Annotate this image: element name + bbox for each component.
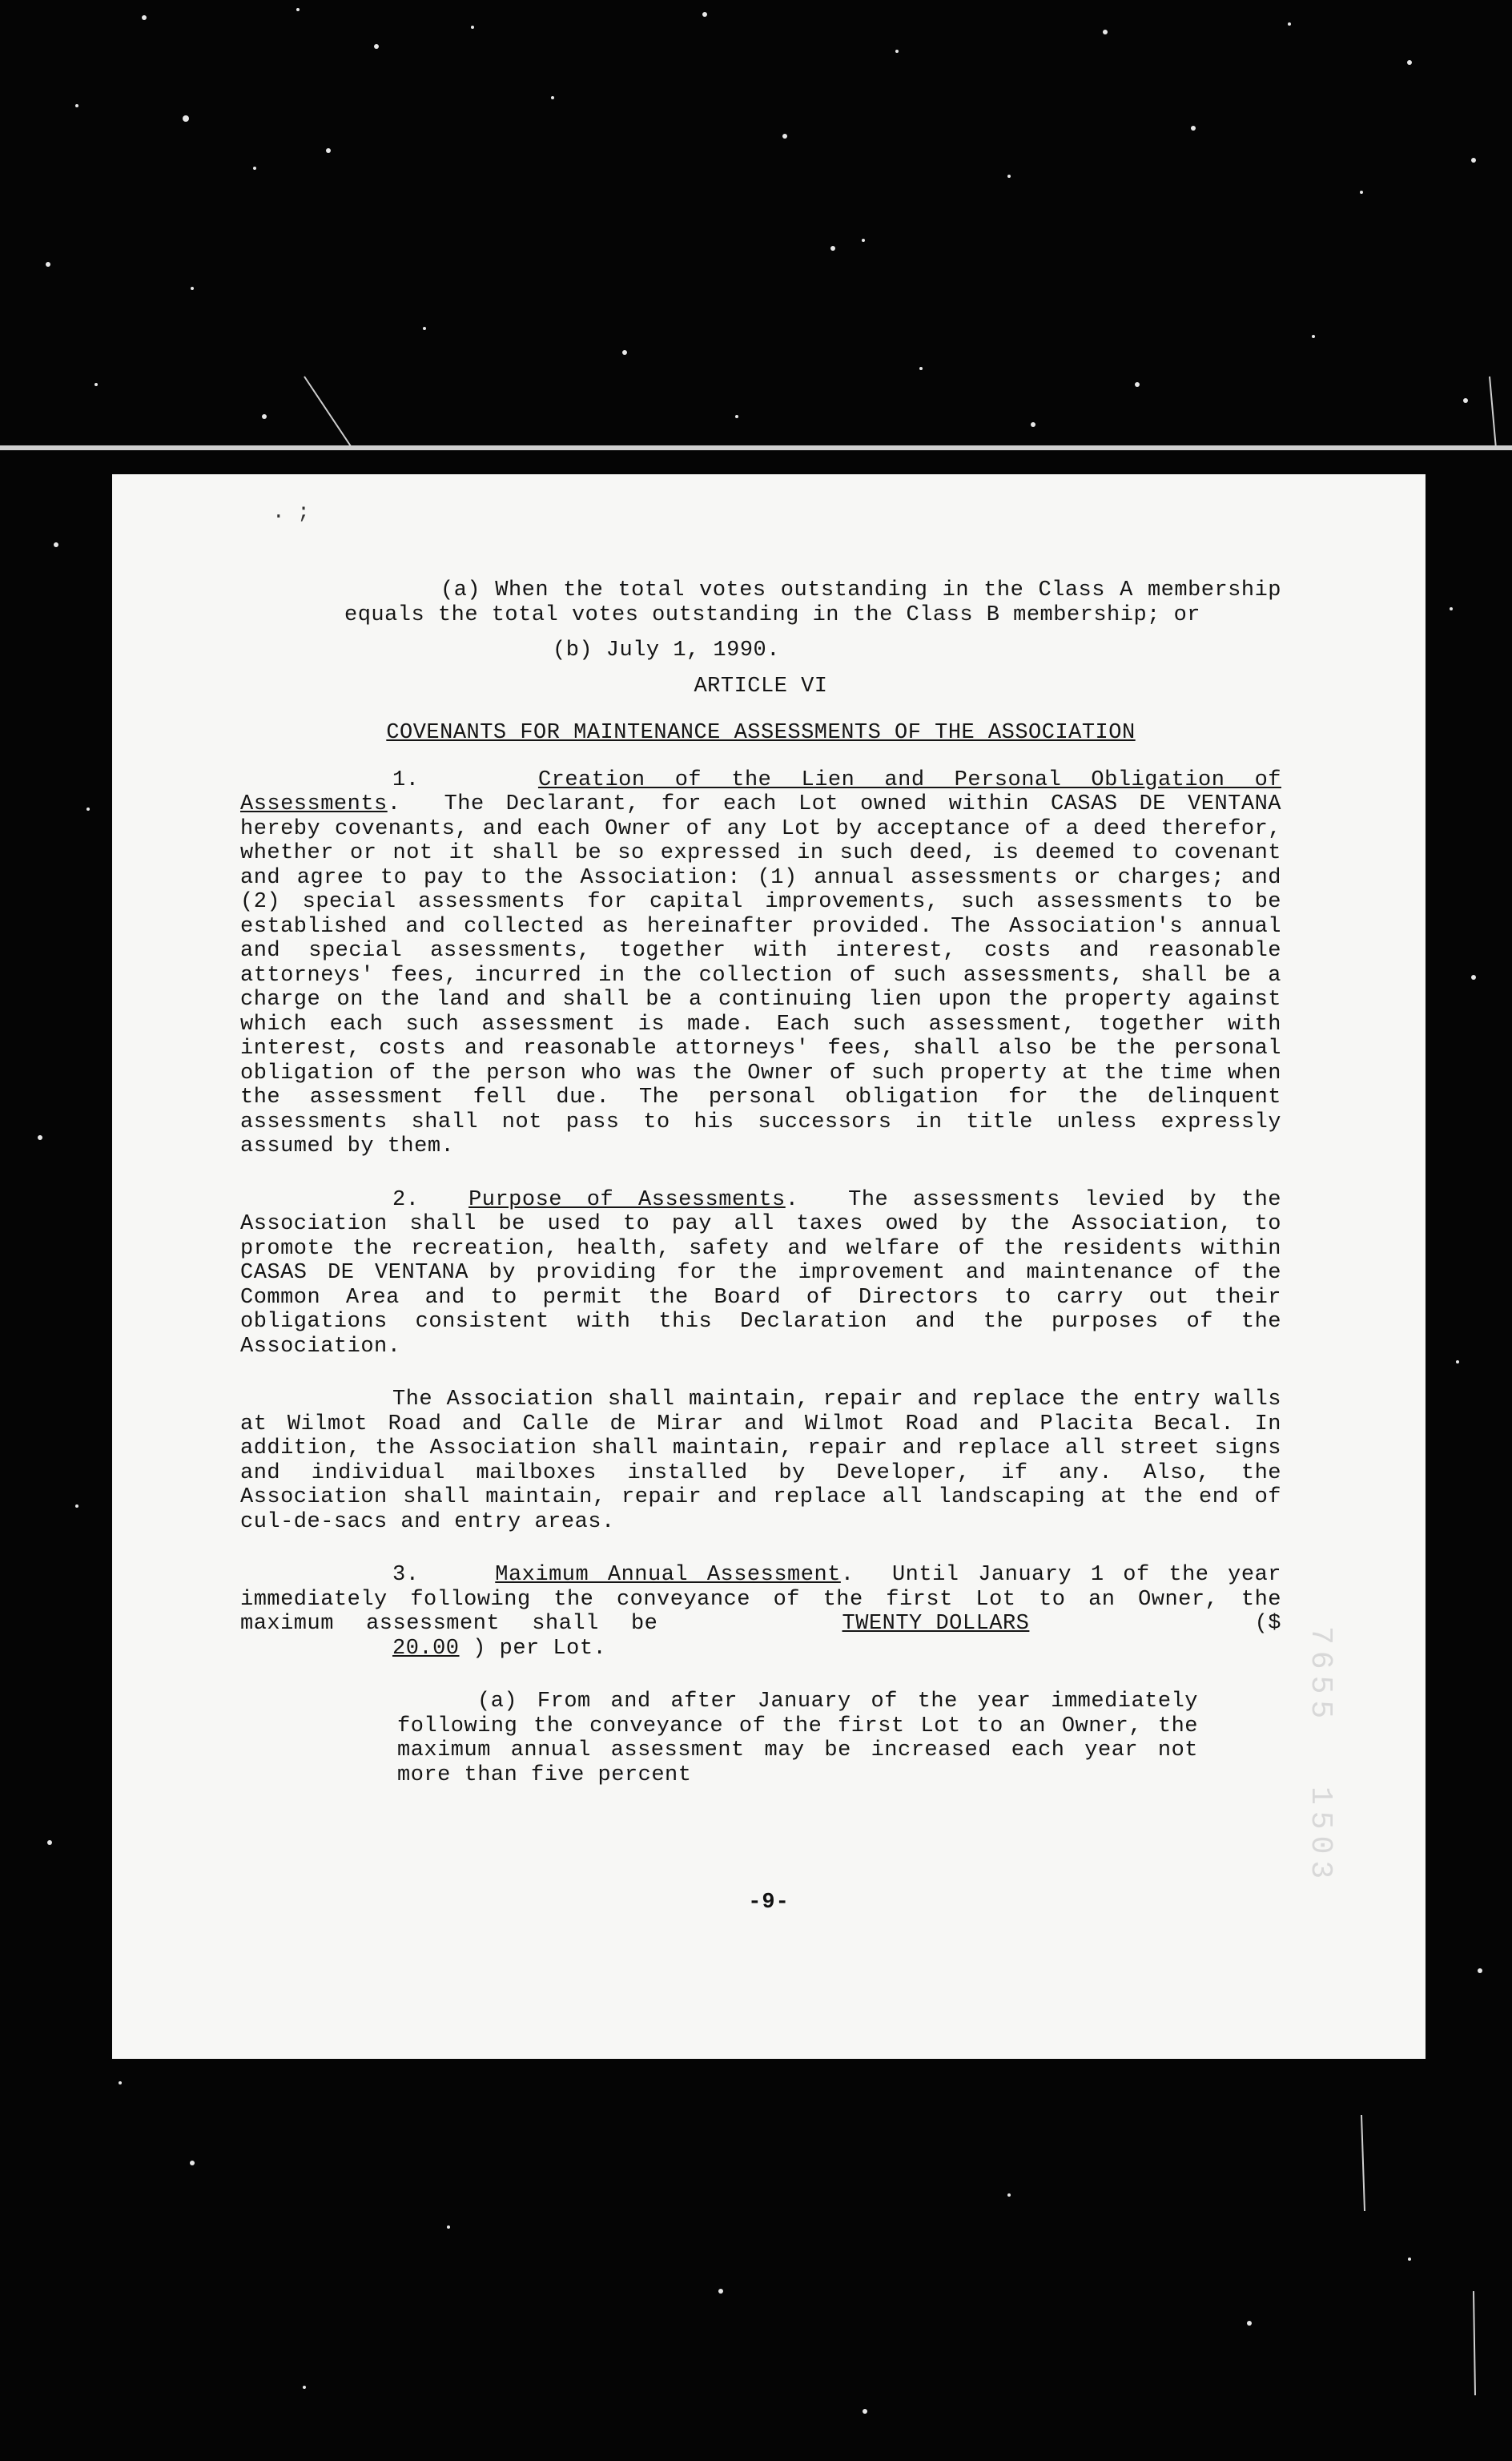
section-2-number: 2. (392, 1187, 420, 1212)
article-heading: ARTICLE VI (694, 674, 828, 699)
docket-book-number: 7655 (1303, 1626, 1337, 1726)
section-3-number: 3. (392, 1563, 420, 1587)
docket-page-number: 1503 (1303, 1786, 1337, 1886)
section-3-clause-a: (a) From and after January of the year immediately following the conveyance of the first Lot to an Owner, the maximum annual assessment may be increased each year not more than five percent (397, 1690, 1198, 1787)
section-2-maintenance-paragraph: The Association shall maintain, repair and replace the entry walls at Wilmot Road and Calle de Mirar and Wilmot Road and Placita Becal. In addition, the Association shall maintain, repair and replace all street signs and individual mailboxes installed by Developer, if any. Also, the Association shall maintain, repair and replace all landscaping at the end of cul-de-sacs and entry areas. (240, 1388, 1281, 1534)
margin-docket-stamp (1297, 1626, 1345, 1899)
article-title: COVENANTS FOR MAINTENANCE ASSESSMENTS OF THE ASSOCIATION (386, 721, 1136, 745)
clause-a-class-votes: (a) When the total votes outstanding in the Class A membership equals the total votes outstanding in the Class B membership; or (344, 578, 1281, 627)
section-1-body: The Declarant, for each Lot owned within CASAS DE VENTANA hereby covenants, and each Owner of any Lot by acceptance of a deed therefor, whether or not it shall be so expressed in such deed, is deemed to covenant and agree to pay to the Association: (1) annual assessments or charges; and (2) special assessments for capital improvements, such assessments to be established and collected as hereinafter provided. The Association's annual and special assessments, together with interest, costs and reasonable attorneys' fees, incurred in the collection of such assessments, shall be a charge on the land and shall be a continuing lien upon the property against which each such assessment is made. Each such assessment, together with interest, costs and reasonable attorneys' fees, shall also be the personal obligation of the person who was the Owner of such property at the time when the assessment fell due. The personal obligation for the delinquent assessments shall not pass to his successors in title unless expressly assumed by them. (240, 792, 1281, 1158)
clause-b-date: (b) July 1, 1990. (553, 638, 780, 663)
section-3-paragraph: 3. Maximum Annual Assessment. Until January 1 of the year immediately following the conveyance of the first Lot to an Owner, the maximum assessment shall be TWENTY DOLLARS ($20.00 ) per Lot. (240, 1563, 1281, 1661)
document-body (240, 578, 1281, 1787)
scan-edge-line (0, 445, 1512, 450)
section-1-heading: Creation of the Lien and Personal Obligation of Assessments (240, 767, 1281, 816)
assessment-amount-close: ) (472, 1636, 486, 1661)
section-2-body: The assessments levied by the Association shall be used to pay all taxes owed by the Association, to promote the recreation, health, safety and welfare of the residents within CASAS DE VENTANA by providing for the improvement and maintenance of the Common Area and to permit the Board of Directors to carry out their obligations consistent with this Declaration and the purposes of the Association. (240, 1187, 1281, 1359)
section-3-body-end: per Lot. (499, 1636, 607, 1661)
section-3-body-start: Until January 1 of the year immediately following the conveyance of the first Lot to an Owner, the maximum assessment shall be (240, 1563, 1281, 1636)
margin-marks: . ; (272, 500, 310, 524)
assessment-amount-number: 20.00 (392, 1636, 460, 1661)
section-3-heading: Maximum Annual Assessment (495, 1563, 841, 1587)
page-number: -9- (748, 1891, 790, 1915)
section-2-paragraph: 2. Purpose of Assessments. The assessments levied by the Association shall be used to pay all taxes owed by the Association, to promote the recreation, health, safety and welfare of the residents within CASAS DE VENTANA by providing for the improvement and maintenance of the Common Area and to permit the Board of Directors to carry out their obligations consistent with this Declaration and the purposes of the Association. (240, 1187, 1281, 1359)
section-2-heading: Purpose of Assessments (468, 1187, 786, 1212)
section-1-number: 1. (392, 767, 420, 792)
document-page (112, 474, 1426, 2059)
assessment-amount-words: TWENTY DOLLARS (842, 1612, 1030, 1636)
assessment-amount-open: ($ (1254, 1612, 1281, 1636)
section-1-paragraph: 1. Creation of the Lien and Personal Obligation of Assessments. The Declarant, for each Lot owned within CASAS DE VENTANA hereby covenants, and each Owner of any Lot by acceptance of a deed therefor, whether or not it shall be so expressed in such deed, is deemed to covenant and agree to pay to the Association: (1) annual assessments or charges; and (2) special assessments for capital improvements, such assessments to be established and collected as hereinafter provided. The Association's annual and special assessments, together with interest, costs and reasonable attorneys' fees, incurred in the collection of such assessments, shall be a charge on the land and shall be a continuing lien upon the property against which each such assessment is made. Each such assessment, together with interest, costs and reasonable attorneys' fees, shall also be the personal obligation of the person who was the Owner of such property at the time when the assessment fell due. The personal obligation for the delinquent assessments shall not pass to his successors in title unless expressly assumed by them. (240, 767, 1281, 1158)
